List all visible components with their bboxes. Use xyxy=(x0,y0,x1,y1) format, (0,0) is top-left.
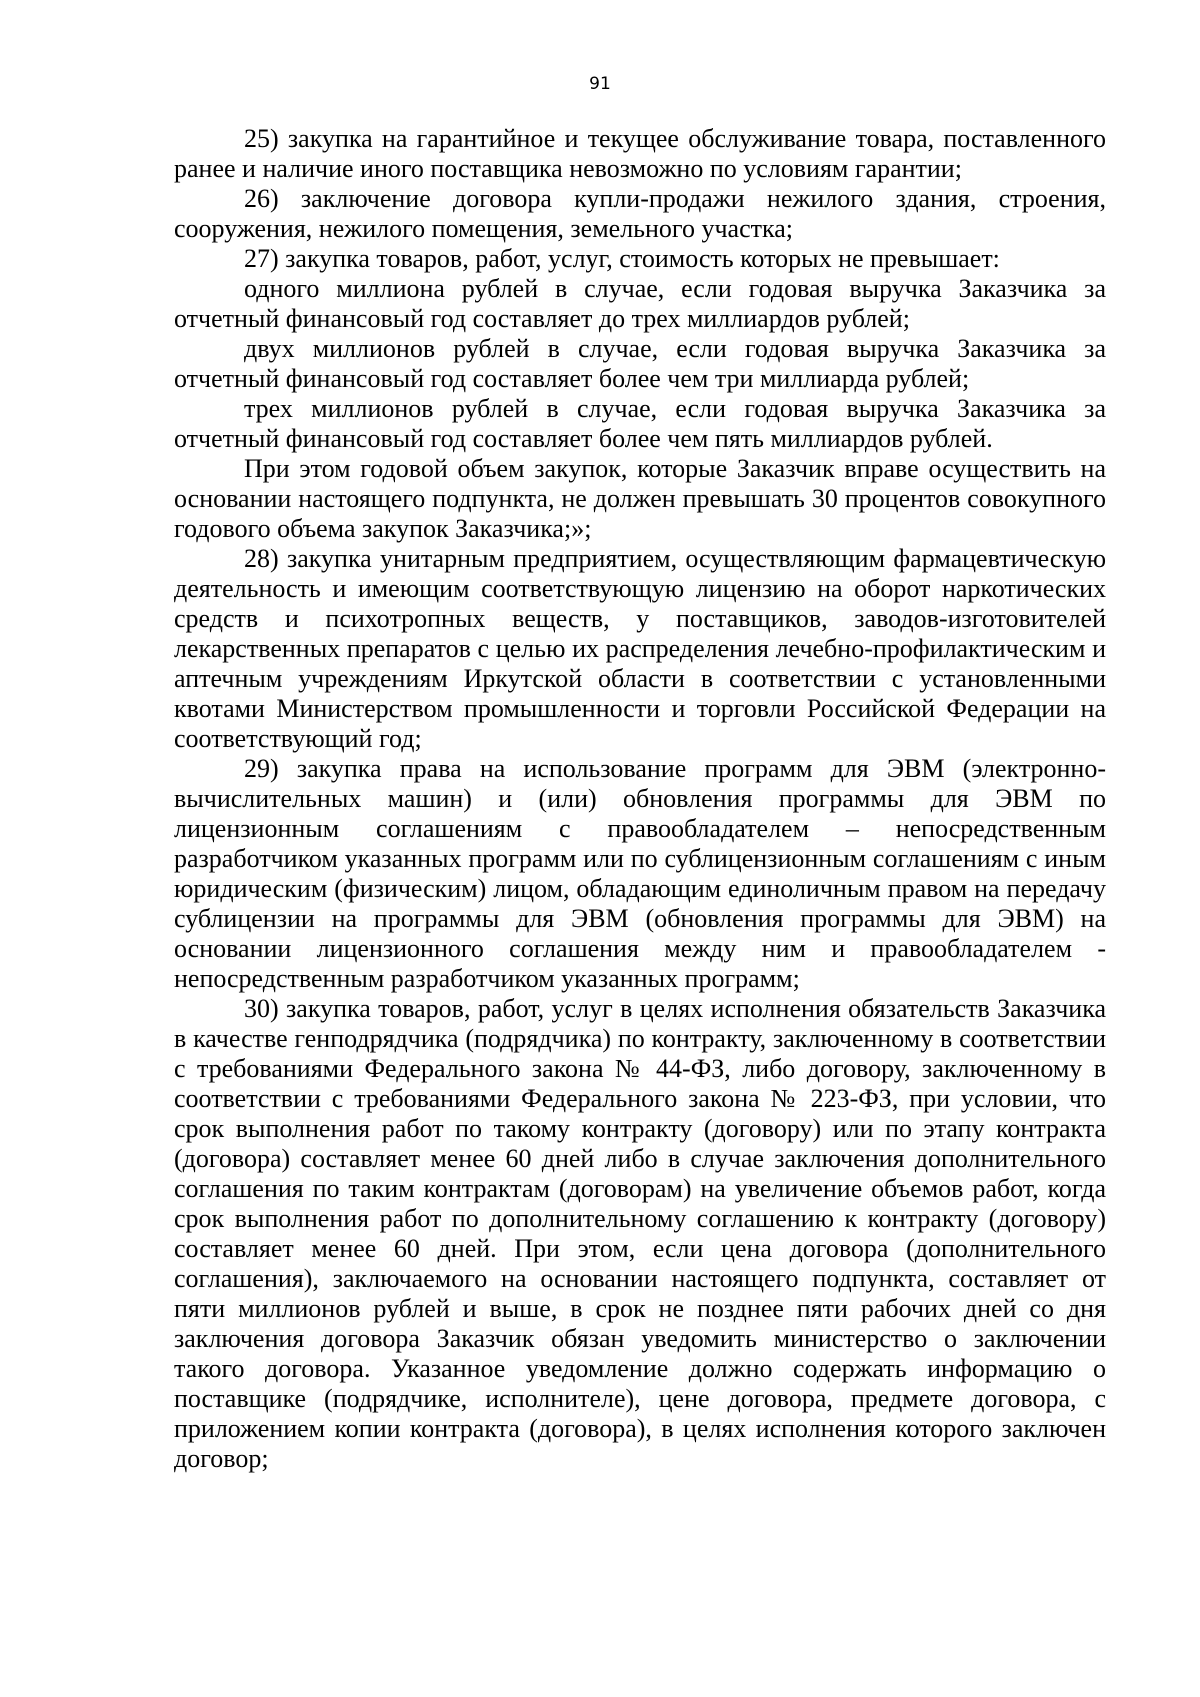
paragraph-item-29: 29) закупка права на использование программ для ЭВМ (электронно-вычислительных машин) и (или) обновления программы для ЭВМ по лицензионным соглашениям с правообладателем – непосредственным разработчиком указанных программ или по сублицензионным соглашениям с иным юридическим (физическим) лицом, обладающим единоличным правом на передачу сублицензии на программы для ЭВМ (обновления программы для ЭВМ) на основании лицензионного соглашения между ним и правообладателем - непосредственным разработчиком указанных программ; xyxy=(174,754,1106,993)
paragraph-item-25: 25) закупка на гарантийное и текущее обслуживание товара, поставленного ранее и наличие иного поставщика невозможно по условиям гарантии; xyxy=(174,124,1106,183)
paragraph-item-27: 27) закупка товаров, работ, услуг, стоимость которых не превышает: xyxy=(244,244,1000,273)
paragraph-annual-limit: При этом годовой объем закупок, которые Заказчик вправе осуществить на основании настоящего подпункта, не должен превышать 30 процентов совокупного годового объема закупок Заказчика;»; xyxy=(174,454,1106,543)
paragraph-threshold-three-million: трех миллионов рублей в случае, если годовая выручка Заказчика за отчетный финансовый год составляет более чем пять миллиардов рублей. xyxy=(174,394,1106,453)
paragraph-item-26: 26) заключение договора купли-продажи нежилого здания, строения, сооружения, нежилого помещения, земельного участка; xyxy=(174,184,1106,243)
paragraph-item-28: 28) закупка унитарным предприятием, осуществляющим фармацевтическую деятельность и имеющим соответствующую лицензию на оборот наркотических средств и психотропных веществ, у поставщиков, заводов-изготовителей лекарственных препаратов с целью их распределения лечебно-профилактическим и аптечным учреждениям Иркутской области в соответствии с установленными квотами Министерством промышленности и торговли Российской Федерации на соответствующий год; xyxy=(174,544,1106,753)
paragraph-item-30: 30) закупка товаров, работ, услуг в целях исполнения обязательств Заказчика в качестве генподрядчика (подрядчика) по контракту, заключенному в соответствии с требованиями Федерального закона № 44-ФЗ, либо договору, заключенному в соответствии с требованиями Федерального закона № 223-ФЗ, при условии, что срок выполнения работ по такому контракту (договору) или по этапу контракта (договора) составляет менее 60 дней либо в случае заключения дополнительного соглашения по таким контрактам (договорам) на увеличение объемов работ, когда срок выполнения работ по дополнительному соглашению к контракту (договору) составляет менее 60 дней. При этом, если цена договора (дополнительного соглашения), заключаемого на основании настоящего подпункта, составляет от пяти миллионов рублей и выше, в срок не позднее пяти рабочих дней со дня заключения договора Заказчик обязан уведомить министерство о заключении такого договора. Указанное уведомление должно содержать информацию о поставщике (подрядчике, исполнителе), цене договора, предмете договора, с приложением копии контракта (договора), в целях исполнения которого заключен договор; xyxy=(174,994,1106,1473)
page-number: 91 xyxy=(589,74,611,94)
paragraph-threshold-one-million: одного миллиона рублей в случае, если годовая выручка Заказчика за отчетный финансовый год составляет до трех миллиардов рублей; xyxy=(174,274,1106,333)
document-body xyxy=(174,124,1106,1474)
paragraph-threshold-two-million: двух миллионов рублей в случае, если годовая выручка Заказчика за отчетный финансовый год составляет более чем три миллиарда рублей; xyxy=(174,334,1106,393)
